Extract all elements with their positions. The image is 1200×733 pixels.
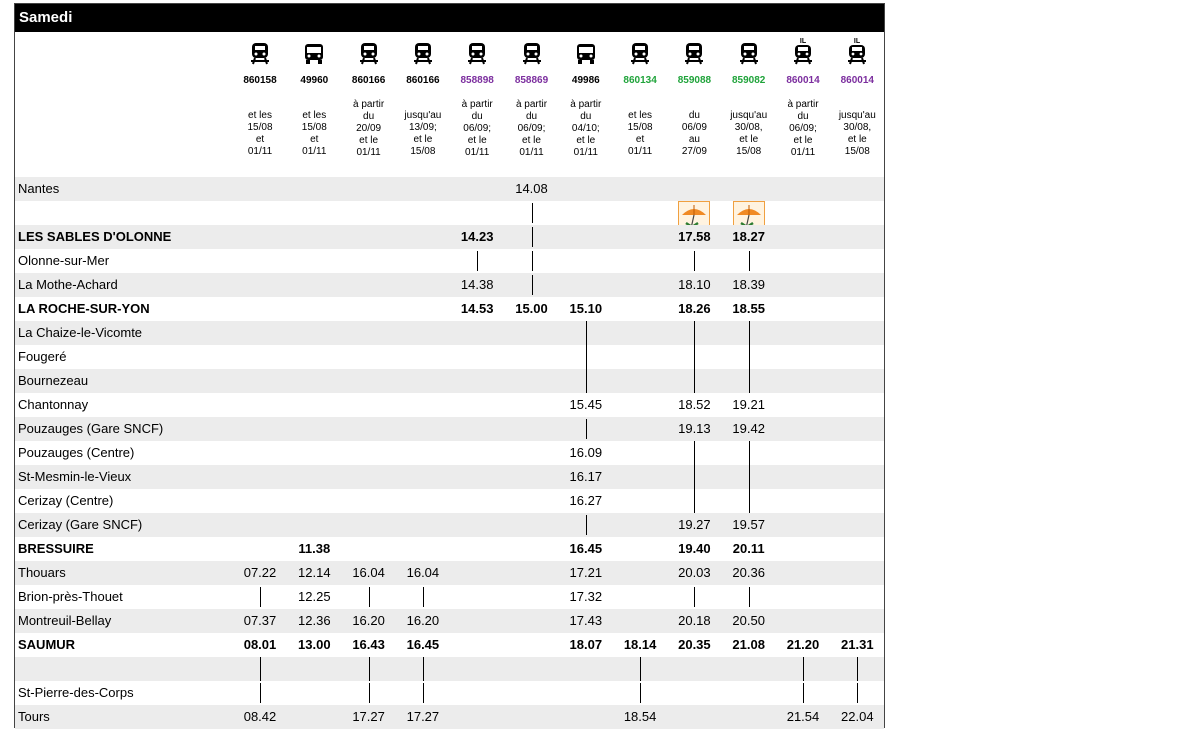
note-line: à partir	[787, 99, 819, 110]
table-row	[15, 249, 884, 273]
table-row	[15, 489, 884, 513]
note-line: 06/09;	[517, 123, 546, 134]
time-cell: 15.45	[569, 397, 603, 412]
bus-icon	[559, 41, 613, 72]
time-cell: 13.00	[298, 637, 331, 652]
pass-through-line	[423, 657, 424, 681]
table-row	[15, 177, 884, 201]
station-name: Bournezeau	[18, 373, 89, 388]
pass-through-line	[260, 683, 261, 703]
note-line: 01/11	[247, 146, 273, 157]
time-cell: 16.43	[352, 637, 385, 652]
train-number: 860014	[786, 75, 820, 86]
table-row	[15, 585, 884, 609]
table-row	[15, 705, 884, 729]
note-line: et le	[413, 134, 433, 145]
note-line: et	[635, 134, 645, 145]
svg-text:IL: IL	[799, 38, 807, 45]
pass-through-line	[694, 441, 695, 465]
pass-through-line	[586, 515, 587, 535]
pass-through-line	[586, 345, 587, 369]
time-cell: 16.27	[569, 493, 603, 508]
note-line: 01/11	[627, 146, 653, 157]
service-dates-note	[233, 110, 287, 158]
note-line: à partir	[570, 99, 602, 110]
table-row	[15, 297, 884, 321]
time-cell: 08.01	[243, 637, 277, 652]
interloire-train-icon	[830, 36, 884, 71]
pass-through-line	[694, 465, 695, 489]
station-name: Pouzauges (Centre)	[18, 445, 135, 460]
station-name: St-Pierre-des-Corps	[18, 685, 134, 700]
note-line: 06/09;	[789, 123, 817, 134]
station-name: Tours	[18, 709, 50, 724]
time-cell: 18.27	[732, 229, 765, 244]
time-cell: 17.32	[569, 589, 603, 604]
pass-through-line	[532, 227, 533, 247]
time-cell: 14.08	[515, 181, 548, 196]
note-line: du	[471, 111, 483, 122]
time-cell: 20.50	[732, 613, 765, 628]
note-line: et les	[628, 110, 653, 121]
table-row	[15, 345, 884, 369]
note-line: 15/08	[410, 146, 436, 157]
note-line: et les	[302, 110, 327, 121]
pass-through-line	[586, 321, 587, 345]
service-dates-note	[776, 99, 830, 159]
pass-through-line	[749, 321, 750, 345]
service-dates-note	[667, 110, 721, 158]
service-dates-note	[613, 110, 667, 158]
pass-through-line	[260, 657, 261, 681]
station-name: Chantonnay	[18, 397, 89, 412]
note-line: du	[688, 110, 700, 121]
station-name: Cerizay (Gare SNCF)	[18, 517, 143, 532]
time-cell: 16.17	[569, 469, 603, 484]
note-line: et le	[793, 135, 813, 146]
time-cell: 17.58	[678, 229, 711, 244]
pass-through-line	[586, 369, 587, 393]
time-cell: 18.52	[678, 397, 711, 412]
note-line: 15/08	[247, 122, 273, 133]
table-row	[15, 225, 884, 249]
note-line: 15/08	[301, 122, 327, 133]
note-line: jusqu'au	[838, 110, 876, 121]
time-cell: 17.27	[352, 709, 385, 724]
note-line: 01/11	[790, 147, 816, 158]
station-name: Thouars	[18, 565, 66, 580]
note-line: 01/11	[519, 147, 544, 158]
note-line: et les	[248, 110, 272, 121]
note-line: jusqu'au	[404, 110, 442, 121]
train-number: 858898	[460, 75, 494, 86]
note-line: 06/09;	[463, 123, 492, 134]
time-cell: 15.10	[569, 301, 603, 316]
time-cell: 16.04	[352, 565, 385, 580]
note-line: à partir	[515, 99, 548, 110]
time-cell: 18.26	[678, 301, 711, 316]
pass-through-line	[749, 441, 750, 465]
note-line: et le	[522, 135, 541, 146]
table-row	[15, 417, 884, 441]
time-cell: 07.22	[243, 565, 277, 580]
note-line: et le	[739, 134, 759, 145]
pass-through-line	[423, 683, 424, 703]
station-name: Fougeré	[18, 349, 67, 364]
time-cell: 16.04	[406, 565, 440, 580]
day-title: Samedi	[19, 9, 73, 26]
pass-through-line	[694, 345, 695, 369]
time-cell: 11.38	[298, 541, 331, 556]
time-cell: 14.38	[460, 277, 494, 292]
time-cell: 20.03	[678, 565, 711, 580]
note-line: et le	[847, 134, 867, 145]
train-icon	[667, 41, 721, 72]
pass-through-line	[803, 657, 804, 681]
time-cell: 16.45	[406, 637, 440, 652]
note-line: 15/08	[627, 122, 653, 133]
pass-through-line	[477, 251, 478, 271]
train-icon	[722, 41, 776, 72]
svg-text:IL: IL	[854, 38, 861, 45]
note-line: et le	[576, 135, 596, 146]
service-dates-note	[830, 110, 884, 158]
note-line: à partir	[461, 99, 493, 110]
time-cell: 12.36	[298, 613, 331, 628]
time-cell: 21.31	[841, 637, 874, 652]
time-cell: 19.13	[678, 421, 711, 436]
table-row	[15, 273, 884, 297]
train-number: 860166	[406, 75, 440, 86]
pass-through-line	[857, 657, 858, 681]
station-name: LA ROCHE-SUR-YON	[18, 301, 150, 316]
station-name: La Mothe-Achard	[18, 277, 118, 292]
time-cell: 12.25	[298, 589, 331, 604]
pass-through-line	[749, 369, 750, 393]
note-line: 06/09	[681, 122, 707, 133]
table-row	[15, 561, 884, 585]
station-name: Montreuil-Bellay	[18, 613, 112, 628]
note-line: 15/08	[844, 146, 870, 157]
table-row	[15, 657, 884, 681]
time-cell: 21.20	[786, 637, 820, 652]
train-number: 858869	[514, 75, 549, 86]
note-line: et le	[359, 135, 379, 146]
time-cell: 16.45	[569, 541, 603, 556]
table-row	[15, 465, 884, 489]
pass-through-line	[857, 683, 858, 703]
time-cell: 17.21	[569, 565, 603, 580]
pass-through-line	[749, 345, 750, 369]
note-line: 13/09;	[408, 122, 437, 133]
time-cell: 19.21	[732, 397, 765, 412]
note-line: 27/09	[681, 146, 707, 157]
pass-through-line	[749, 251, 750, 271]
train-number: 860014	[840, 75, 874, 86]
time-cell: 19.42	[732, 421, 765, 436]
time-cell: 07.37	[243, 613, 277, 628]
station-name: Pouzauges (Gare SNCF)	[18, 421, 164, 436]
train-number: 860158	[243, 75, 277, 86]
pass-through-line	[749, 587, 750, 607]
time-cell: 20.35	[678, 637, 711, 652]
pass-through-line	[586, 419, 587, 439]
table-row	[15, 633, 884, 657]
table-row	[15, 393, 884, 417]
pass-through-line	[803, 683, 804, 703]
station-name: Cerizay (Centre)	[18, 493, 114, 508]
note-line: 01/11	[302, 146, 327, 157]
table-row	[15, 609, 884, 633]
time-cell: 19.57	[732, 517, 765, 532]
pass-through-line	[694, 251, 695, 271]
service-dates-note	[505, 99, 559, 159]
station-name: Brion-près-Thouet	[18, 589, 123, 604]
note-line: 04/10;	[571, 123, 600, 134]
time-cell: 18.07	[569, 637, 603, 652]
pass-through-line	[749, 489, 750, 513]
pass-through-line	[532, 251, 533, 271]
pass-through-line	[694, 321, 695, 345]
time-cell: 18.10	[678, 277, 711, 292]
time-cell: 18.54	[623, 709, 657, 724]
title-bar	[15, 4, 884, 32]
table-row	[15, 441, 884, 465]
time-cell: 21.54	[786, 709, 820, 724]
timetable	[14, 3, 885, 728]
table-row	[15, 321, 884, 345]
service-dates-note	[396, 110, 450, 158]
note-line: 15/08	[736, 146, 762, 157]
time-cell: 17.27	[406, 709, 440, 724]
table-row	[15, 369, 884, 393]
service-dates-note	[342, 99, 396, 159]
note-line: 01/11	[465, 147, 490, 158]
time-cell: 20.36	[732, 565, 765, 580]
pass-through-line	[369, 683, 370, 703]
pass-through-line	[694, 587, 695, 607]
note-line: au	[688, 134, 700, 145]
time-cell: 18.39	[732, 277, 765, 292]
train-number: 859088	[677, 75, 712, 86]
time-cell: 16.20	[352, 613, 385, 628]
pass-through-line	[694, 489, 695, 513]
note-line: du	[580, 111, 592, 122]
pass-through-line	[260, 587, 261, 607]
note-line: 30/08,	[734, 122, 763, 133]
service-dates-note	[450, 99, 504, 159]
train-icon	[233, 41, 287, 72]
interloire-train-icon	[776, 36, 830, 71]
note-line: à partir	[353, 99, 385, 110]
time-cell: 20.11	[732, 541, 765, 556]
note-line: et	[310, 134, 319, 145]
pass-through-line	[694, 369, 695, 393]
station-name: Nantes	[18, 181, 60, 196]
time-cell: 22.04	[841, 709, 874, 724]
time-cell: 15.00	[515, 301, 548, 316]
train-icon	[342, 41, 396, 72]
service-dates-note	[722, 110, 776, 158]
time-cell: 18.55	[732, 301, 765, 316]
time-cell: 14.53	[460, 301, 494, 316]
time-cell: 20.18	[678, 613, 711, 628]
pass-through-line	[640, 657, 641, 681]
station-name: La Chaize-le-Vicomte	[18, 325, 143, 340]
pass-through-line	[749, 465, 750, 489]
note-line: et le	[467, 135, 487, 146]
bus-icon	[287, 41, 341, 72]
train-number: 49960	[300, 75, 329, 86]
time-cell: 18.14	[623, 637, 657, 652]
time-cell: 12.14	[298, 565, 331, 580]
table-row	[15, 681, 884, 705]
train-icon	[613, 41, 667, 72]
note-line: et	[255, 134, 265, 145]
table-row	[15, 201, 884, 225]
station-name: BRESSUIRE	[18, 541, 94, 556]
pass-through-line	[532, 203, 533, 223]
train-number: 860166	[351, 75, 386, 86]
train-number: 49986	[571, 75, 600, 86]
time-cell: 21.08	[732, 637, 765, 652]
station-name: Olonne-sur-Mer	[18, 253, 110, 268]
station-name: SAUMUR	[18, 637, 76, 652]
station-name: LES SABLES D'OLONNE	[18, 229, 172, 244]
train-number: 860134	[623, 75, 657, 86]
service-dates-note	[287, 110, 341, 158]
table-row	[15, 513, 884, 537]
time-cell: 19.40	[678, 541, 711, 556]
train-number: 859082	[732, 75, 766, 86]
station-name: St-Mesmin-le-Vieux	[18, 469, 132, 484]
note-line: jusqu'au	[730, 110, 768, 121]
pass-through-line	[369, 587, 370, 607]
note-line: du	[363, 111, 375, 122]
table-row	[15, 537, 884, 561]
time-cell: 08.42	[243, 709, 277, 724]
pass-through-line	[640, 683, 641, 703]
note-line: 20/09	[356, 123, 382, 134]
time-cell: 16.09	[569, 445, 603, 460]
service-dates-note	[559, 99, 613, 159]
pass-through-line	[423, 587, 424, 607]
pass-through-line	[369, 657, 370, 681]
train-icon	[396, 41, 450, 72]
time-cell: 17.43	[569, 613, 603, 628]
pass-through-line	[532, 275, 533, 295]
note-line: 30/08,	[843, 122, 872, 133]
note-line: du	[525, 111, 538, 122]
note-line: 01/11	[573, 147, 598, 158]
note-line: 01/11	[356, 147, 381, 158]
train-icon	[505, 41, 559, 72]
train-icon	[450, 41, 504, 72]
time-cell: 14.23	[460, 229, 494, 244]
time-cell: 19.27	[678, 517, 711, 532]
note-line: du	[797, 111, 809, 122]
time-cell: 16.20	[406, 613, 440, 628]
